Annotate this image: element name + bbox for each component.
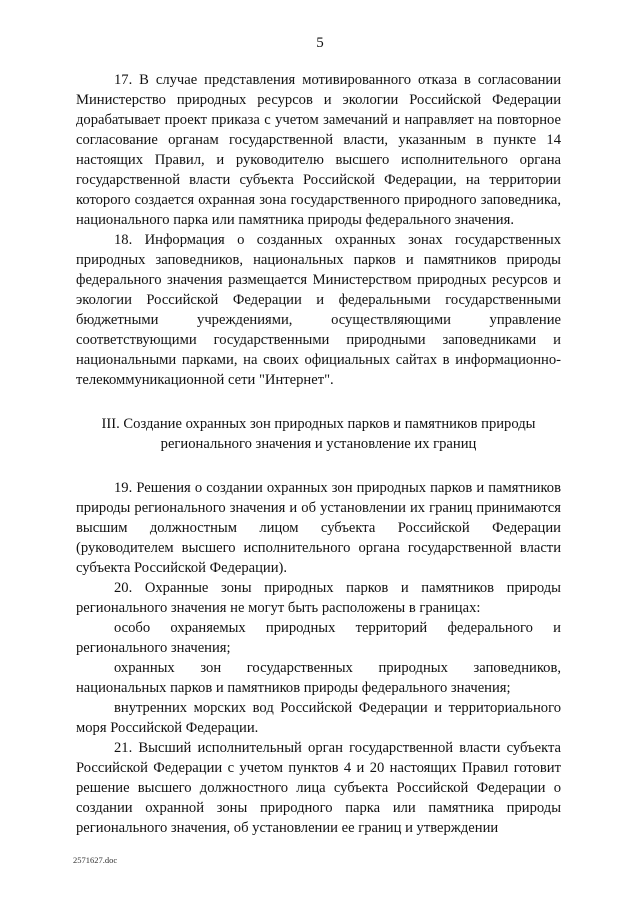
paragraph-18: 18. Информация о созданных охранных зонах государственных природных заповедников, национальных парков и памятников природы федерального значения размещается Министерством природных ресурсов и экологии Российской Федерации и федеральными государственными бюджетными учреждениями, осуществляющими управление соответствующими государственными природными заповедниками и национальными парками, на своих официальных сайтах в информационно-телекоммуникационной сети "Интернет". [76,232,561,388]
document-body [76,70,561,838]
paragraph-19: 19. Решения о создании охранных зон природных парков и памятников природы регионального значения и об установлении их границ принимаются высшим должностным лицом субъекта Российской Федерации (руководителем высшего исполнительного органа государственной власти субъекта Российской Федерации). [76,480,561,576]
paragraph-20-item-1: особо охраняемых природных территорий федерального и регионального значения; [76,620,561,656]
paragraph-21: 21. Высший исполнительный орган государственной власти субъекта Российской Федерации с учетом пунктов 4 и 20 настоящих Правил готовит решение высшего должностного лица субъекта Российской Федерации о создании охранной зоны природного парка или памятника природы регионального значения, об установлении ее границ и утверждении [76,740,561,836]
section-heading-line-1: III. Создание охранных зон природных парков и памятников природы [101,416,536,432]
paragraph-20: 20. Охранные зоны природных парков и памятников природы регионального значения не могут быть расположены в границах: [76,580,561,616]
document-file-code: 2571627.doc [73,855,118,865]
paragraph-20-item-3: внутренних морских вод Российской Федерации и территориального моря Российской Федерации. [76,700,561,736]
section-heading [76,414,561,454]
page-number: 5 [316,35,324,51]
paragraph-20-item-2: охранных зон государственных природных заповедников, национальных парков и памятников природы федерального значения; [76,660,561,696]
paragraph-17: 17. В случае представления мотивированного отказа в согласовании Министерство природных ресурсов и экологии Российской Федерации дорабатывает проект приказа с учетом замечаний и направляет на повторное согласование органам государственной власти, указанным в пункте 14 настоящих Правил, и руководителю высшего исполнительного органа государственной власти субъекта Российской Федерации, на территории которого создается охранная зона государственного природного заповедника, национального парка или памятника природы федерального значения. [76,72,561,228]
section-heading-line-2: регионального значения и установление их границ [160,436,477,452]
